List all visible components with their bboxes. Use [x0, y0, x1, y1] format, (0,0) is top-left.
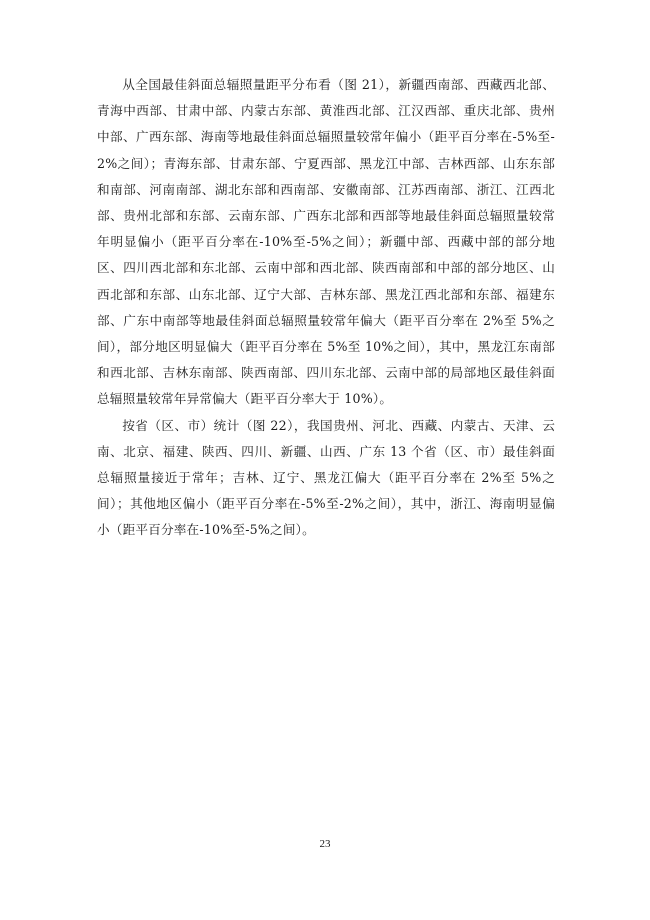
- page-number: 23: [319, 838, 331, 850]
- page-body: [97, 72, 555, 544]
- paragraph-national-distribution: 从全国最佳斜面总辐照量距平分布看（图 21），新疆西南部、西藏西北部、青海中西部、甘肃中部、内蒙古东部、黄淮西北部、江汉西部、重庆北部、贵州中部、广西东部、海南等地最佳斜面总辐照量较常年偏小（距平百分率在-5%至-2%之间）；青海东部、甘肃东部、宁夏西部、黑龙江中部、吉林西部、山东东部和南部、河南南部、湖北东部和西南部、安徽南部、江苏西南部、浙江、江西北部、贵州北部和东部、云南东部、广西东北部和西部等地最佳斜面总辐照量较常年明显偏小（距平百分率在-10%至-5%之间）；新疆中部、西藏中部的部分地区、四川西北部和东北部、云南中部和西北部、陕西南部和中部的部分地区、山西北部和东部、山东北部、辽宁大部、吉林东部、黑龙江西北部和东部、福建东部、广东中南部等地最佳斜面总辐照量较常年偏大（距平百分率在 2%至 5%之间），部分地区明显偏大（距平百分率在 5%至 10%之间），其中，黑龙江东南部和西北部、吉林东南部、陕西南部、四川东北部、云南中部的局部地区最佳斜面总辐照量较常年异常偏大（距平百分率大于 10%）。: [97, 77, 555, 407]
- paragraph-provincial-statistics: 按省（区、市）统计（图 22），我国贵州、河北、西藏、内蒙古、天津、云南、北京、福建、陕西、四川、新疆、山西、广东 13 个省（区、市）最佳斜面总辐照量接近于常年；吉林、辽宁、黑龙江偏大（距平百分率在 2%至 5%之间）；其他地区偏小（距平百分率在-5%至-2%之间），其中，浙江、海南明显偏小（距平百分率在-10%至-5%之间）。: [97, 417, 555, 538]
